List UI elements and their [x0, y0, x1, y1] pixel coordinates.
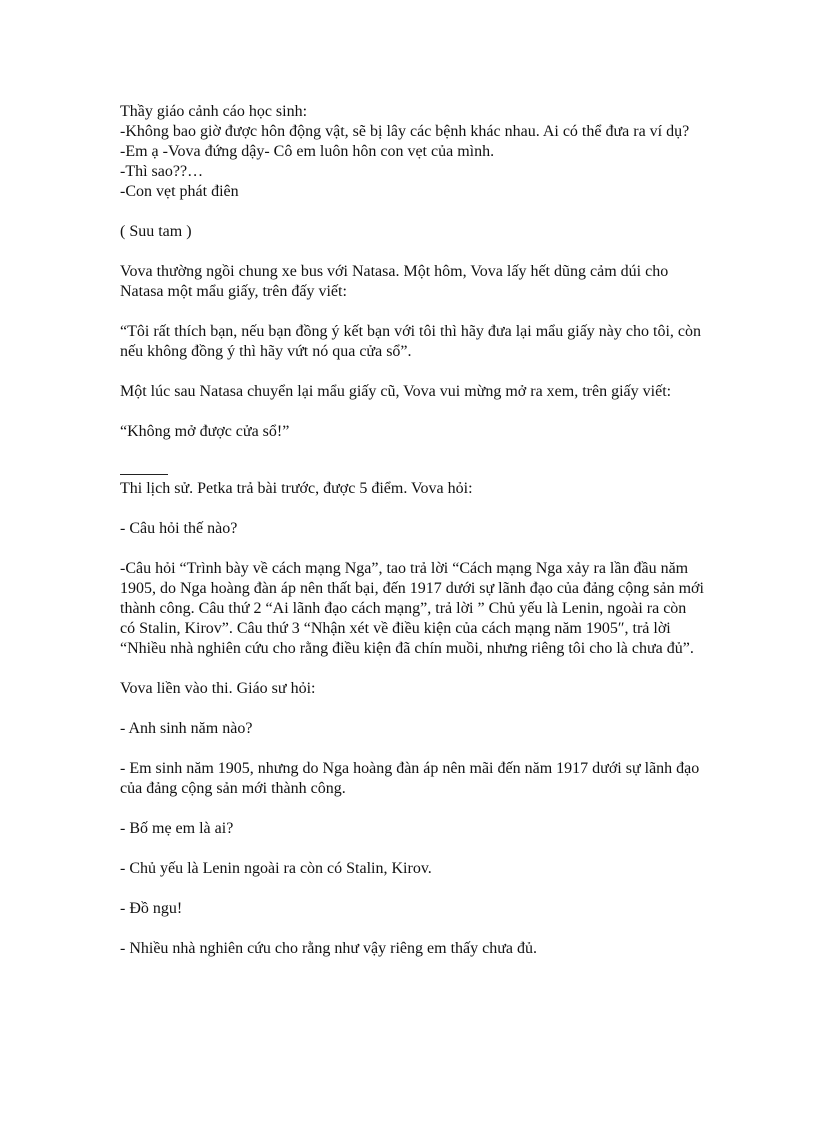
joke3-intro: Thi lịch sử. Petka trả bài trước, được 5 điểm. Vova hỏi: — [120, 480, 473, 497]
joke1-line-4: -Thì sao??… — [120, 163, 204, 180]
dialog-line-1: - Anh sinh năm nào? — [120, 720, 253, 737]
section-divider — [120, 462, 168, 475]
joke3-exam: Vova liền vào thi. Giáo sư hỏi: — [120, 680, 316, 697]
dialog-line-4: - Chủ yếu là Lenin ngoài ra còn có Stalin, Kirov. — [120, 860, 432, 877]
dialog-line-6: - Nhiều nhà nghiên cứu cho rằng như vậy riêng em thấy chưa đủ. — [120, 940, 537, 957]
joke2-intro: Vova thường ngồi chung xe bus với Natasa. Một hôm, Vova lấy hết dũng cảm dúi cho Natasa một mẩu giấy, trên đấy viết: — [120, 263, 669, 300]
joke2-followup: Một lúc sau Natasa chuyển lại mẩu giấy cũ, Vova vui mừng mở ra xem, trên giấy viết: — [120, 383, 672, 400]
joke1-line-3: -Em ạ -Vova đứng dậy- Cô em luôn hôn con vẹt của mình. — [120, 143, 495, 160]
joke3-question: - Câu hỏi thế nào? — [120, 520, 238, 537]
dialog-line-2: - Em sinh năm 1905, nhưng do Nga hoàng đàn áp nên mãi đến năm 1917 dưới sự lãnh đạo của đảng cộng sản mới thành công. — [120, 760, 700, 797]
joke1-line-5: -Con vẹt phát điên — [120, 183, 239, 200]
joke1-line-1: Thầy giáo cảnh cáo học sinh: — [120, 103, 308, 120]
dialog-line-3: - Bố mẹ em là ai? — [120, 820, 234, 837]
joke3-answer: -Câu hỏi “Trình bày về cách mạng Nga”, tao trả lời “Cách mạng Nga xảy ra lần đầu năm 1905, do Nga hoàng đàn áp nên thất bại, đến 1917 dưới sự lãnh đạo của đảng cộng sản mới thành công. Câu thứ 2 “Ai lãnh đạo cách mạng”, trả lời ” Chủ yếu là Lenin, ngoài ra còn có Stalin, Kirov”. Câu thứ 3 “Nhận xét về điều kiện của cách mạng năm 1905″, trả lời “Nhiều nhà nghiên cứu cho rằng điều kiện đã chín muồi, nhưng riêng tôi cho là chưa đủ”. — [120, 560, 704, 657]
joke2-note: “Tôi rất thích bạn, nếu bạn đồng ý kết bạn với tôi thì hãy đưa lại mẩu giấy này cho tôi, còn nếu không đồng ý thì hãy vứt nó qua cửa sổ”. — [120, 323, 701, 360]
document-page — [120, 102, 705, 959]
joke1-line-2: -Không bao giờ được hôn động vật, sẽ bị lây các bệnh khác nhau. Ai có thể đưa ra ví dụ? — [120, 123, 690, 140]
joke1-source: ( Suu tam ) — [120, 223, 192, 240]
joke2-reply: “Không mở được cửa sổ!” — [120, 423, 290, 440]
dialog-line-5: - Đồ ngu! — [120, 900, 183, 917]
